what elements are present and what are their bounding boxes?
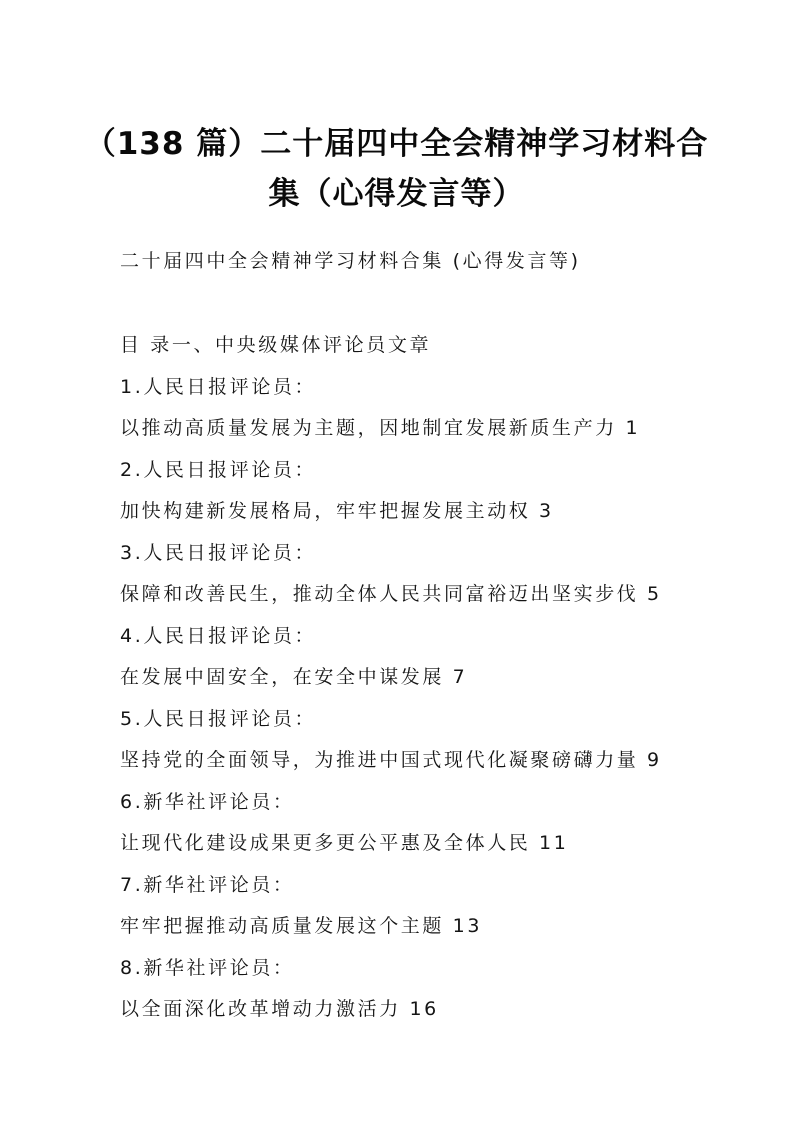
toc-entry-4: 在发展中固安全，在安全中谋发展 7 (120, 666, 468, 688)
toc-entry-1: 以推动高质量发展为主题，因地制宜发展新质生产力 1 (120, 417, 641, 439)
toc-header: 目 录一、中央级媒体评论员文章 (120, 334, 432, 356)
toc-source-3: 3.人民日报评论员： (120, 542, 317, 564)
toc-source-5: 5.人民日报评论员： (120, 708, 317, 730)
toc-entry-3: 保障和改善民生，推动全体人民共同富裕迈出坚实步伐 5 (120, 583, 662, 605)
toc-source-6: 6.新华社评论员： (120, 791, 295, 813)
toc-entry-2: 加快构建新发展格局，牢牢把握发展主动权 3 (120, 500, 554, 522)
document-title-line-1: （138 篇）二十届四中全会精神学习材料合 (84, 126, 709, 162)
document-title-line-2: 集（心得发言等） (268, 176, 525, 212)
toc-entry-5: 坚持党的全面领导，为推进中国式现代化凝聚磅礴力量 9 (120, 749, 662, 771)
toc-source-1: 1.人民日报评论员： (120, 376, 317, 398)
toc-entry-8: 以全面深化改革增动力激活力 16 (120, 998, 439, 1020)
toc-source-4: 4.人民日报评论员： (120, 625, 317, 647)
toc-source-8: 8.新华社评论员： (120, 957, 295, 979)
toc-source-2: 2.人民日报评论员： (120, 459, 317, 481)
toc-entry-6: 让现代化建设成果更多更公平惠及全体人民 11 (120, 832, 569, 854)
document-subtitle: 二十届四中全会精神学习材料合集 (心得发言等) (120, 250, 581, 272)
toc-source-7: 7.新华社评论员： (120, 874, 295, 896)
toc-entry-7: 牢牢把握推动高质量发展这个主题 13 (120, 915, 483, 937)
